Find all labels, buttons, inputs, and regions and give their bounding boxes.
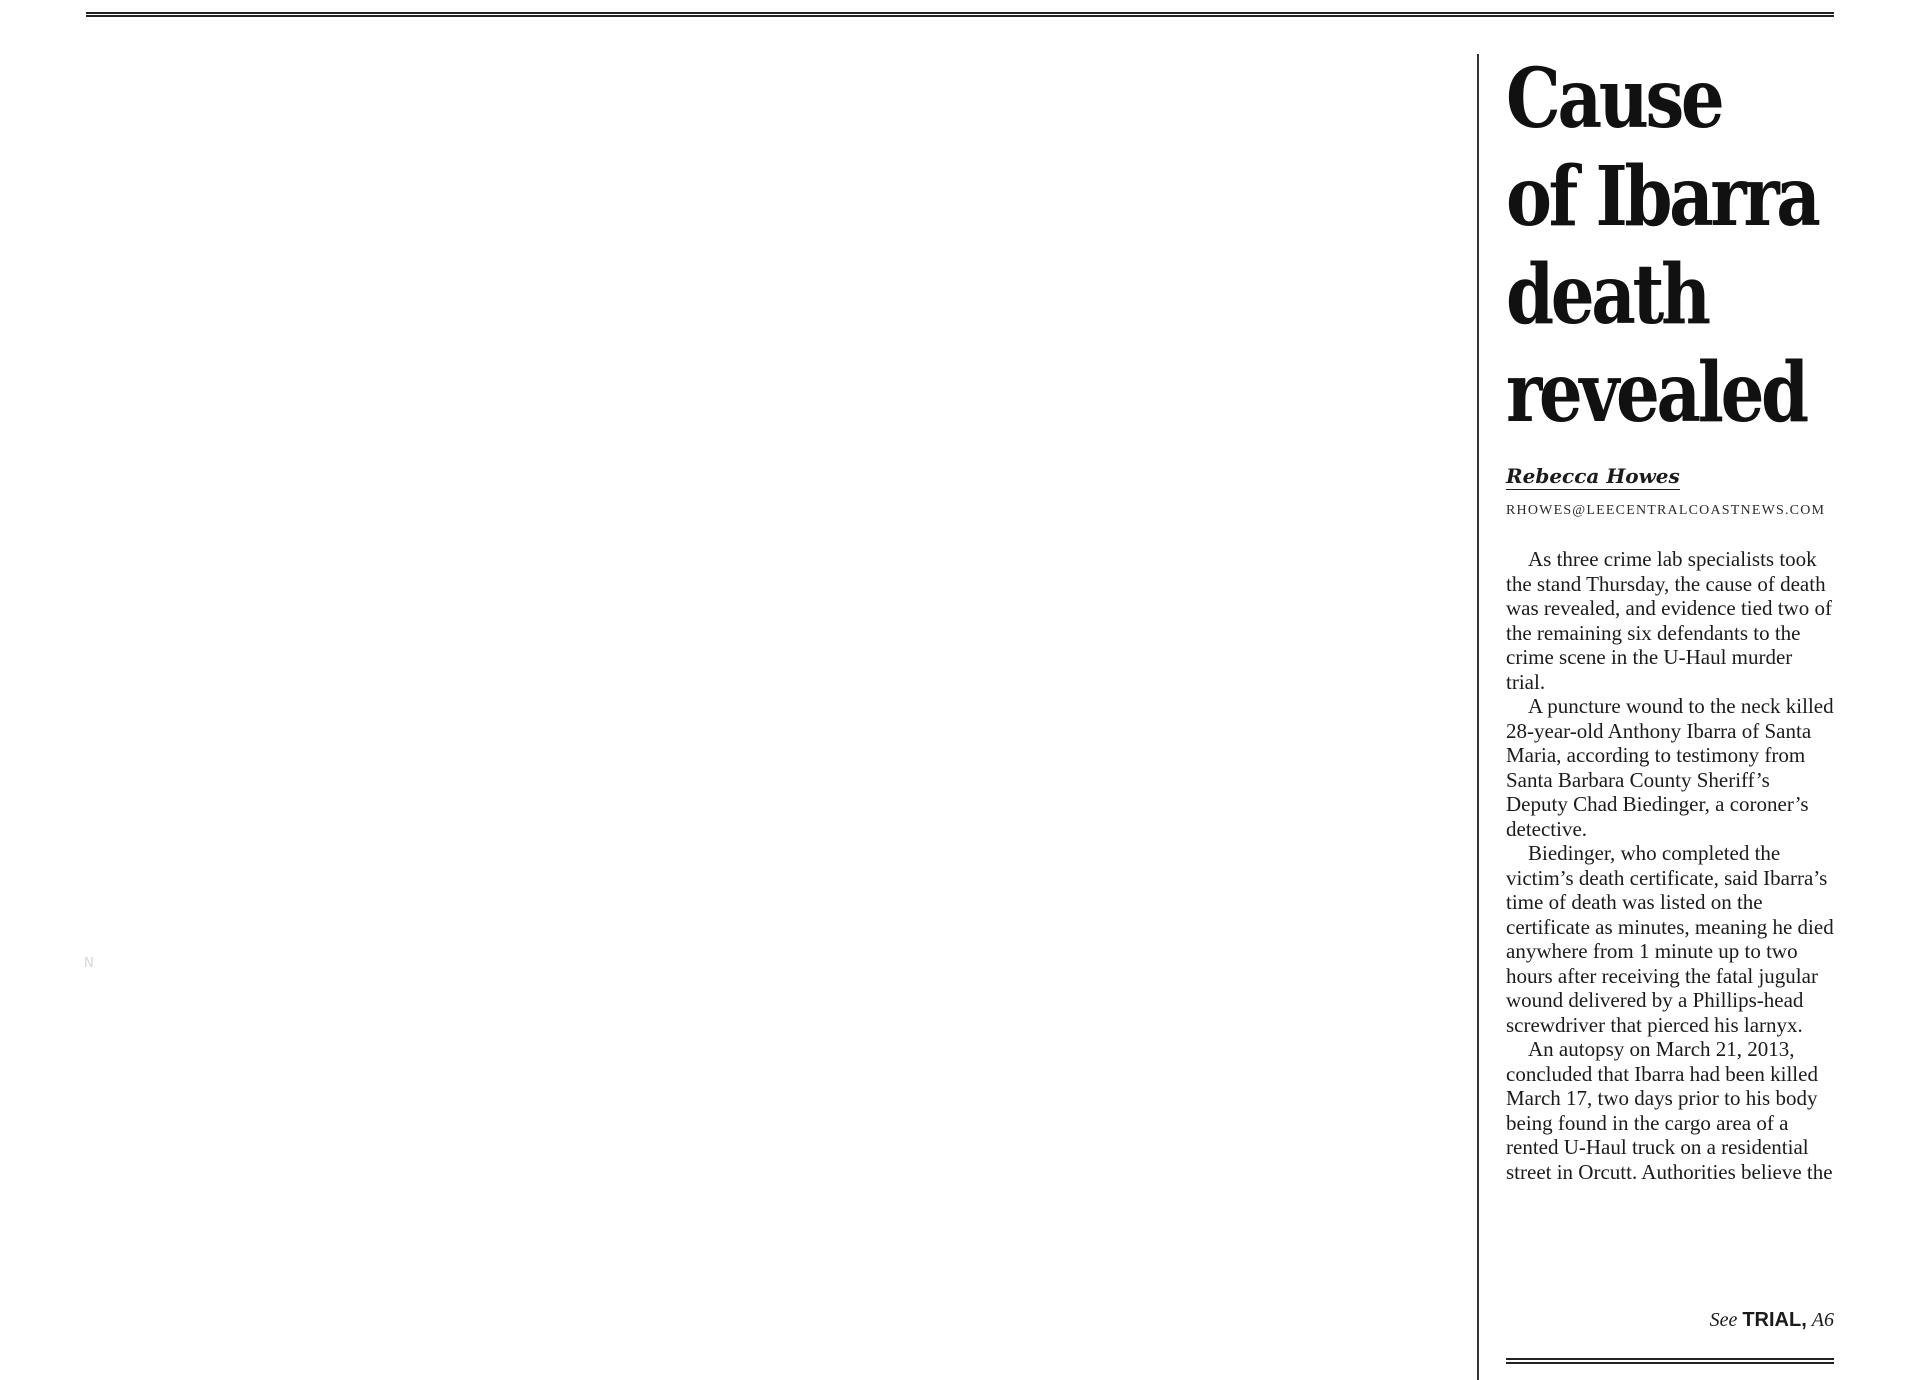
top-rule: [86, 12, 1834, 17]
jump-keyword: TRIAL,: [1742, 1309, 1807, 1331]
bottom-rule: [1506, 1358, 1834, 1364]
byline: Rebecca Howes: [1506, 464, 1680, 488]
article-paragraph: Biedinger, who completed the victim’s death certificate, said Ibarra’s time of death was listed on the certificate as minutes, meaning he died anywhere from 1 minute up to two hours after receiving the fatal jugular wound delivered by a Phillips-head screwdriver that pierced his larnyx.: [1506, 841, 1834, 1037]
author-email: RHOWES@LEECENTRALCOASTNEWS.COM: [1506, 503, 1826, 518]
article-paragraph: As three crime lab specialists took the stand Thursday, the cause of death was revealed, and evidence tied two of the remaining six defendants to the crime scene in the U-Haul murder trial.: [1506, 547, 1832, 694]
article: [1506, 50, 1836, 1184]
jump-page: A6: [1811, 1309, 1834, 1331]
headline-line: revealed: [1506, 345, 1806, 441]
article-paragraph: A puncture wound to the neck killed 28-year-old Anthony Ibarra of Santa Maria, according to testimony from Santa Barbara County Sheriff’s Deputy Chad Biedinger, a coroner’s detective.: [1506, 694, 1834, 841]
column-divider: [1477, 54, 1479, 1380]
article-body: [1506, 547, 1836, 1184]
jump-see: See: [1709, 1309, 1738, 1331]
headline-line: Cause: [1506, 51, 1722, 147]
headline-line: of Ibarra: [1506, 149, 1818, 245]
headline: [1506, 50, 1835, 442]
stray-print-mark: N: [84, 956, 94, 971]
jump-line: [1506, 1309, 1834, 1332]
article-paragraph: An autopsy on March 21, 2013, concluded that Ibarra had been killed March 17, two days prior to his body being found in the cargo area of a rented U-Haul truck on a residential street in Orcutt. Authorities believe the: [1506, 1037, 1833, 1184]
headline-line: death: [1506, 247, 1708, 343]
blank-left-region: [86, 40, 1466, 1360]
